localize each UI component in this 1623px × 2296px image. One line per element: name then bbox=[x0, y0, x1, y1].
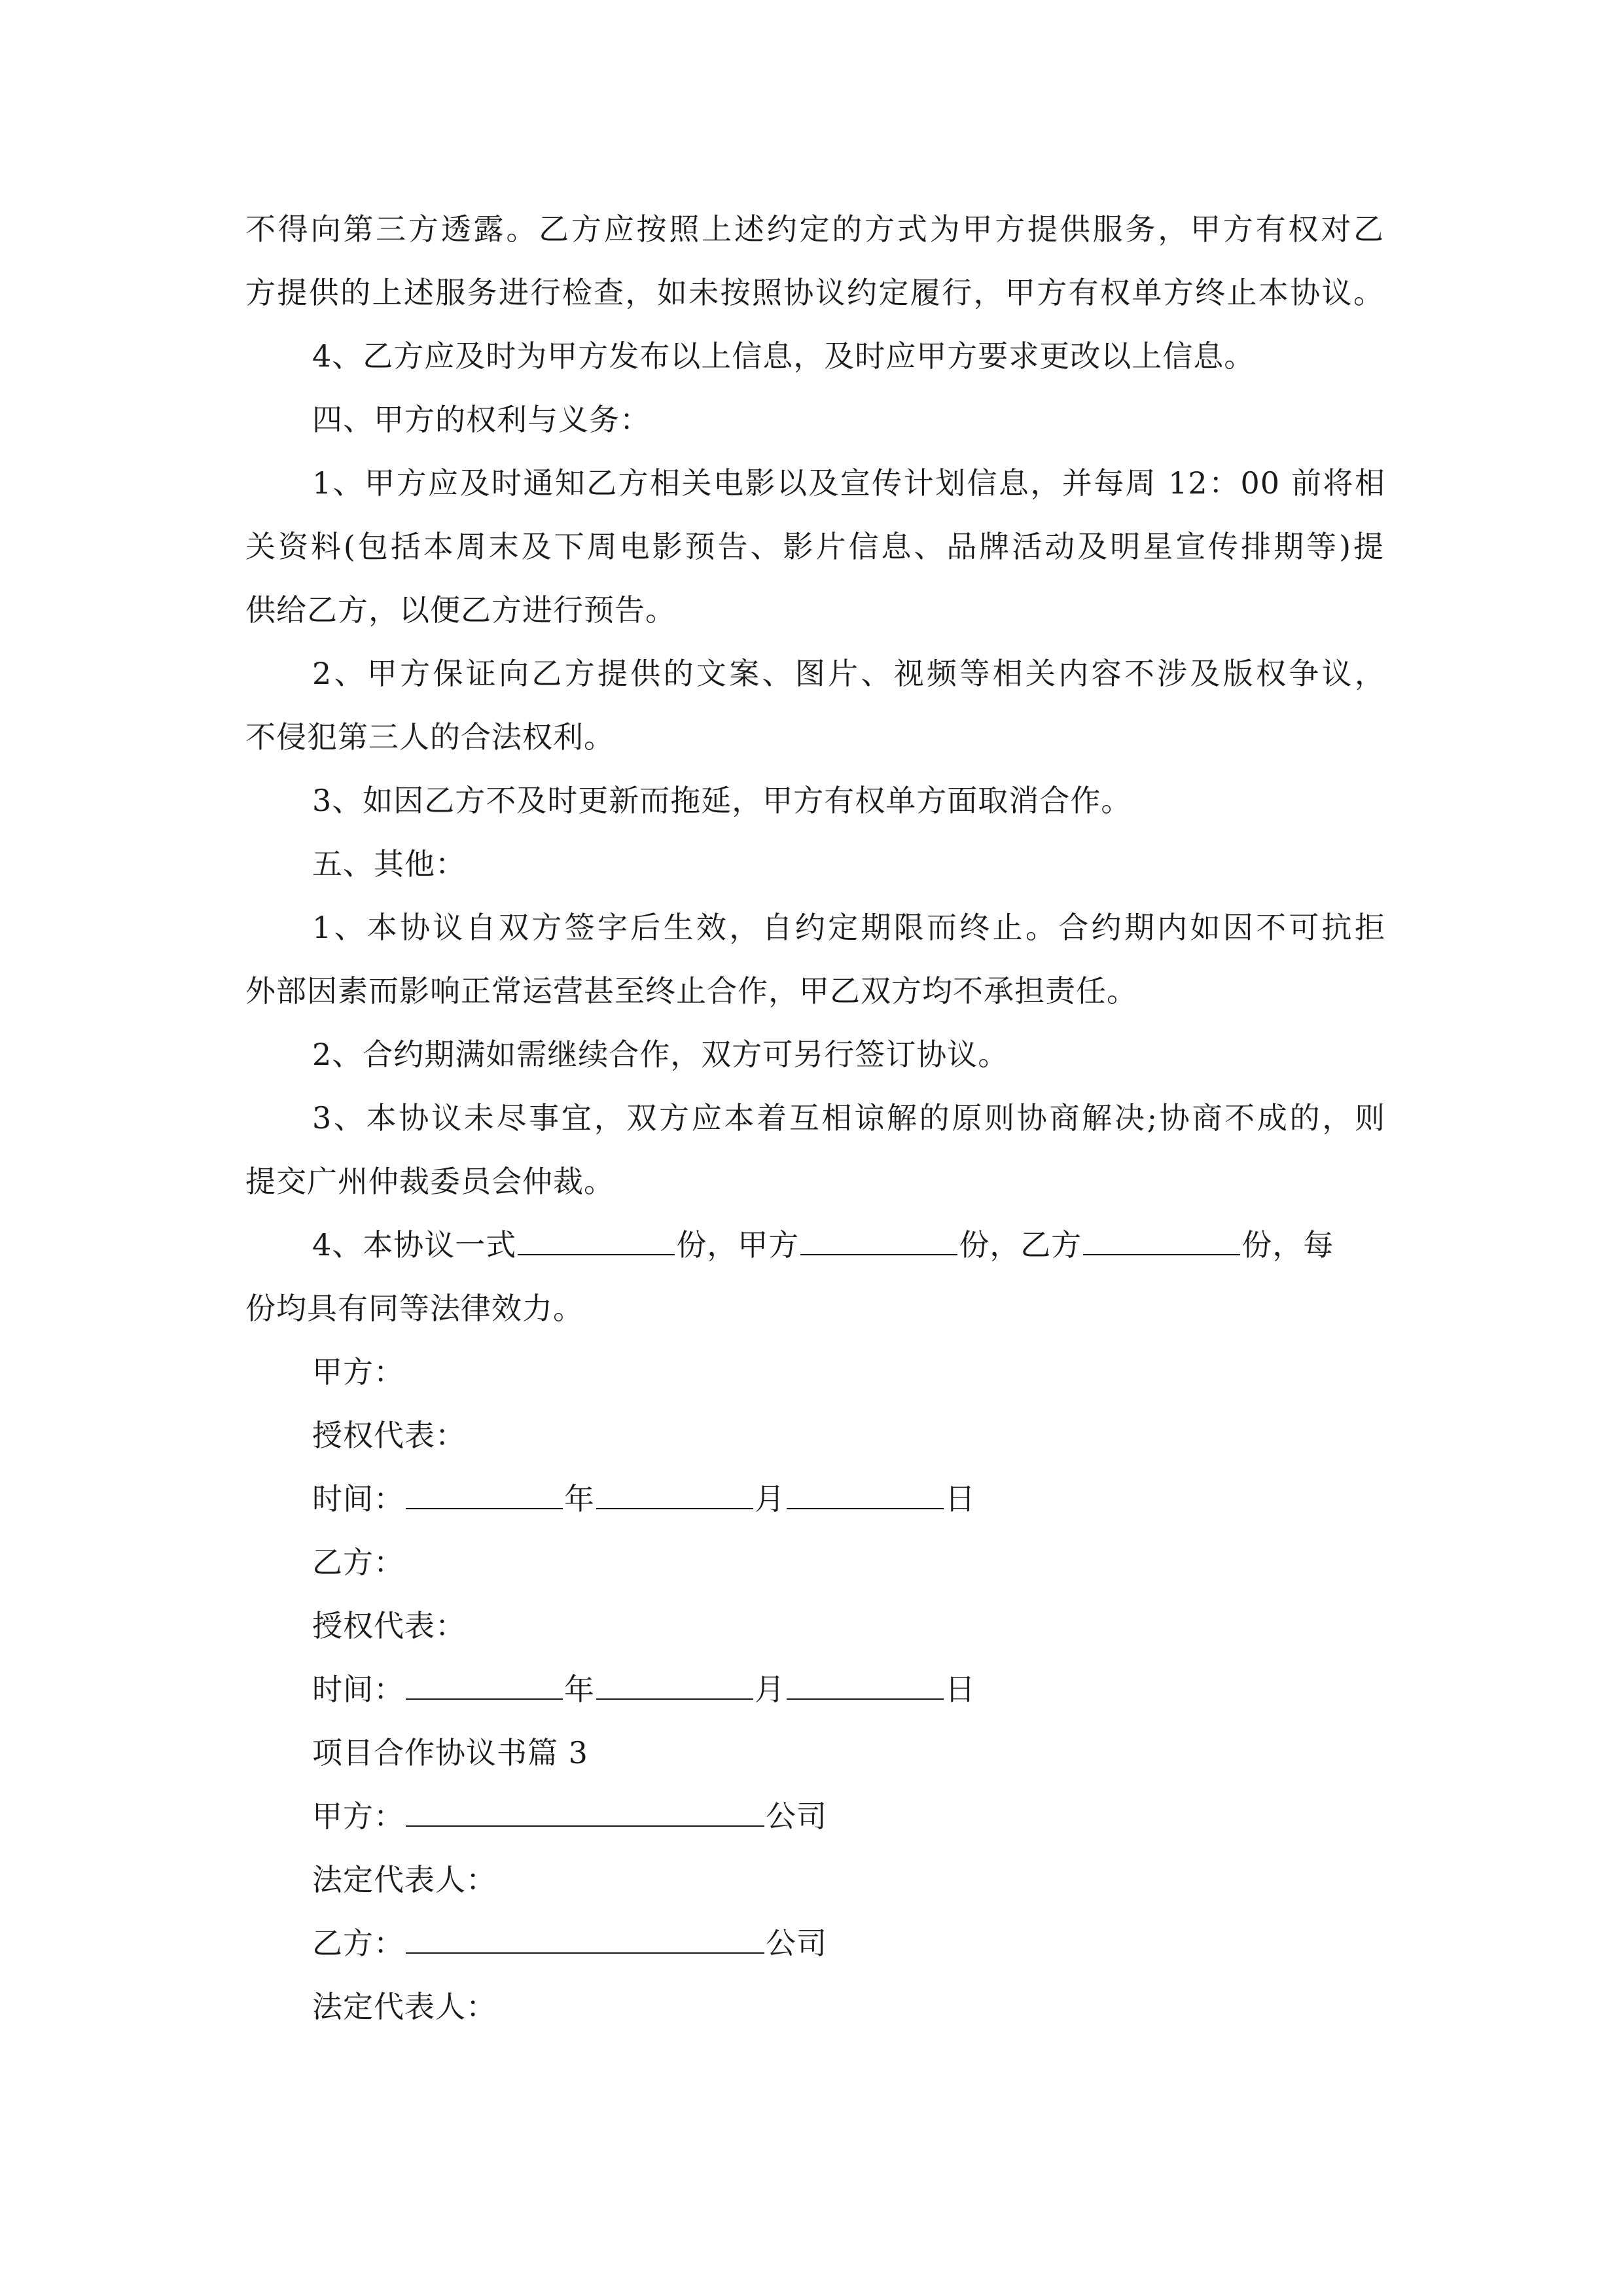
year-blank bbox=[406, 1670, 563, 1700]
section-heading: 五、其他： bbox=[312, 846, 466, 882]
party-a-company-line bbox=[312, 1797, 1451, 1836]
paragraph-line: 3、本协议未尽事宜，双方应本着互相谅解的原则协商解决;协商不成的，则 bbox=[312, 1100, 1385, 1136]
month-label: 月 bbox=[755, 1672, 785, 1707]
time-label: 时间： bbox=[312, 1672, 404, 1707]
paragraph-line: 4、乙方应及时为甲方发布以上信息，及时应甲方要求更改以上信息。 bbox=[312, 338, 1255, 374]
company-suffix: 公司 bbox=[766, 1926, 827, 1961]
day-label: 日 bbox=[945, 1481, 976, 1516]
paragraph-line: 2、合约期满如需继续合作，双方可另行签订协议。 bbox=[312, 1037, 1009, 1072]
party-b-label: 乙方： bbox=[312, 1926, 404, 1961]
paragraph-line: 1、本协议自双方签字后生效，自约定期限而终止。合约期内如因不可抗拒 bbox=[312, 910, 1385, 945]
copies-total-blank bbox=[518, 1225, 675, 1255]
section-title: 项目合作协议书篇 3 bbox=[312, 1735, 588, 1770]
signature-b-rep: 授权代表： bbox=[312, 1608, 466, 1643]
party-b-company-line bbox=[312, 1924, 1451, 1963]
signature-a-rep: 授权代表： bbox=[312, 1418, 466, 1453]
copies-prefix: 4、本协议一式 bbox=[312, 1227, 517, 1263]
year-label: 年 bbox=[564, 1481, 595, 1516]
paragraph-line: 1、甲方应及时通知乙方相关电影以及宣传计划信息，并每周 12：00 前将相 bbox=[312, 465, 1385, 501]
section-heading: 四、甲方的权利与义务： bbox=[312, 402, 651, 437]
year-blank bbox=[406, 1479, 563, 1509]
copies-unit-b: 份，乙方 bbox=[959, 1227, 1082, 1263]
paragraph-line: 不得向第三方透露。乙方应按照上述约定的方式为甲方提供服务，甲方有权对乙 bbox=[245, 211, 1384, 247]
copies-party-a-blank bbox=[800, 1225, 957, 1255]
paragraph-line: 方提供的上述服务进行检查，如未按照协议约定履行，甲方有权单方终止本协议。 bbox=[245, 275, 1384, 310]
paragraph-line: 提交广州仲裁委员会仲裁。 bbox=[245, 1164, 615, 1199]
month-blank bbox=[596, 1479, 753, 1509]
company-suffix: 公司 bbox=[766, 1799, 827, 1834]
day-blank bbox=[787, 1479, 944, 1509]
paragraph-line: 供给乙方，以便乙方进行预告。 bbox=[245, 592, 676, 628]
day-label: 日 bbox=[945, 1672, 976, 1707]
day-blank bbox=[787, 1670, 944, 1700]
legal-rep-a: 法定代表人： bbox=[312, 1862, 497, 1897]
paragraph-line: 2、甲方保证向乙方提供的文案、图片、视频等相关内容不涉及版权争议， bbox=[312, 656, 1385, 691]
signature-a-time bbox=[312, 1479, 1451, 1518]
copies-unit-c: 份，每 bbox=[1241, 1227, 1334, 1263]
paragraph-line: 份均具有同等法律效力。 bbox=[245, 1291, 584, 1326]
year-label: 年 bbox=[564, 1672, 595, 1707]
signature-b-time bbox=[312, 1670, 1451, 1709]
paragraph-line: 关资料(包括本周末及下周电影预告、影片信息、品牌活动及明星宣传排期等)提 bbox=[245, 529, 1384, 564]
time-label: 时间： bbox=[312, 1481, 404, 1516]
copies-unit-a: 份，甲方 bbox=[676, 1227, 800, 1263]
paragraph-line: 3、如因乙方不及时更新而拖延，甲方有权单方面取消合作。 bbox=[312, 783, 1132, 818]
month-blank bbox=[596, 1670, 753, 1700]
party-a-label: 甲方： bbox=[312, 1799, 404, 1834]
party-b-company-blank bbox=[406, 1924, 764, 1954]
copies-line bbox=[312, 1225, 1451, 1265]
month-label: 月 bbox=[755, 1481, 785, 1516]
legal-rep-b: 法定代表人： bbox=[312, 1989, 497, 2024]
signature-a-party: 甲方： bbox=[312, 1354, 404, 1390]
copies-party-b-blank bbox=[1083, 1225, 1240, 1255]
paragraph-line: 不侵犯第三人的合法权利。 bbox=[245, 719, 615, 755]
signature-b-party: 乙方： bbox=[312, 1545, 404, 1580]
paragraph-line: 外部因素而影响正常运营甚至终止合作，甲乙双方均不承担责任。 bbox=[245, 973, 1137, 1009]
party-a-company-blank bbox=[406, 1797, 764, 1827]
